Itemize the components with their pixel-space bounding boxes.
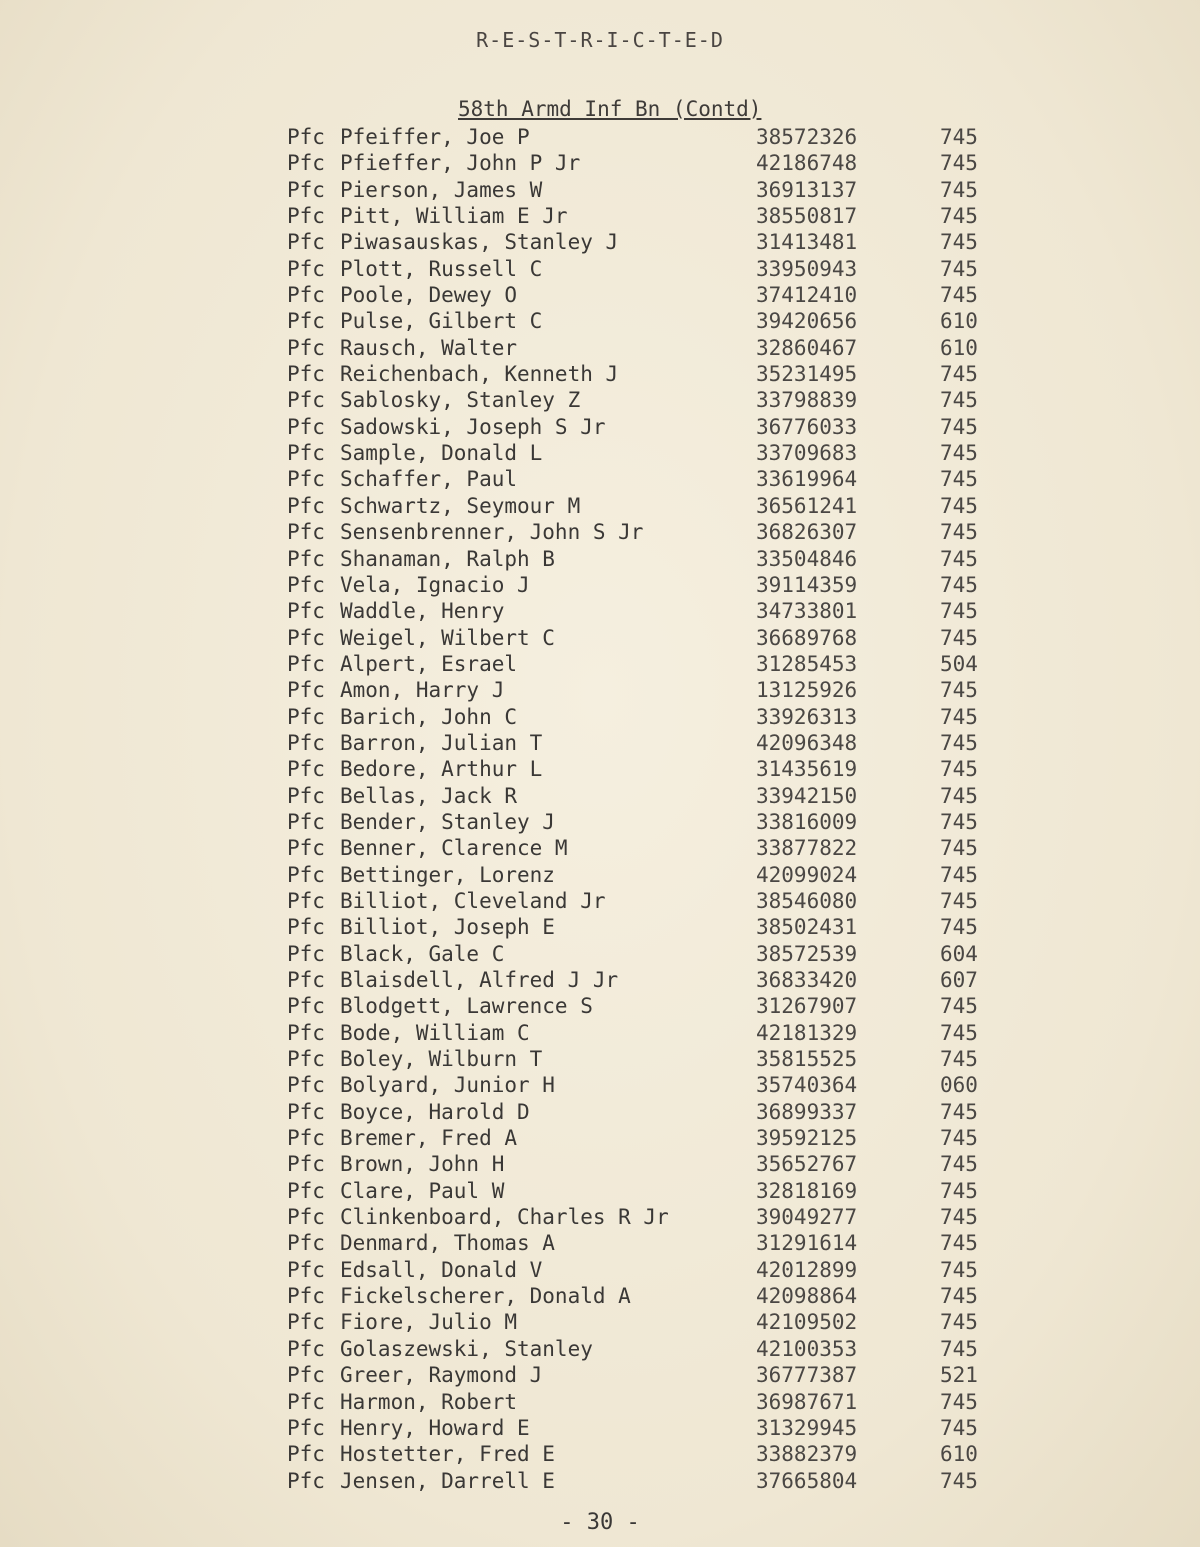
name-cell: Bettinger, Lorenz [340,862,555,887]
roster-row [0,1020,1200,1046]
roster-row [0,256,1200,282]
serial-number-cell: 38572326 [756,125,858,149]
rank-cell: Pfc [287,1310,325,1335]
serial-number-cell: 42181329 [756,1020,858,1045]
serial-number-cell: 36689768 [756,625,858,650]
serial-number-cell: 13125926 [756,678,858,703]
name-cell: Sensenbrenner, John S Jr [340,520,644,545]
name-cell: Clinkenboard, Charles R Jr [340,1205,669,1230]
name-cell: Alpert, Esrael [340,651,518,676]
roster-row [0,1362,1200,1388]
rank-cell: Pfc [287,256,325,281]
name-cell: Hostetter, Fred E [340,1442,555,1467]
rank-cell: Pfc [287,704,325,729]
roster-row [0,387,1200,413]
page-number: - 30 - [560,1510,640,1535]
roster-row [0,150,1200,176]
code-cell: 745 [940,994,978,1019]
serial-number-cell: 34733801 [756,599,858,624]
name-cell: Billiot, Joseph E [340,915,555,940]
roster-row [0,572,1200,598]
name-cell: Plott, Russell C [340,256,543,281]
roster-row [0,1125,1200,1151]
serial-number-cell: 36899337 [756,1099,858,1124]
roster-row [0,177,1200,203]
serial-number-cell: 37665804 [756,1468,858,1493]
name-cell: Bedore, Arthur L [340,757,543,782]
code-cell: 745 [940,546,978,571]
code-cell: 745 [940,783,978,808]
code-cell: 745 [940,283,978,308]
roster-row [0,835,1200,861]
roster-row [0,203,1200,229]
name-cell: Pulse, Gilbert C [340,309,543,334]
code-cell: 745 [940,1126,978,1151]
serial-number-cell: 36913137 [756,177,858,202]
code-cell: 504 [940,651,978,676]
name-cell: Sample, Donald L [340,441,543,466]
rank-cell: Pfc [287,125,325,149]
name-cell: Edsall, Donald V [340,1257,543,1282]
code-cell: 745 [940,362,978,387]
roster-row [0,809,1200,835]
name-cell: Piwasauskas, Stanley J [340,230,619,255]
roster-row [0,361,1200,387]
name-cell: Boley, Wilburn T [340,1047,543,1072]
code-cell: 745 [940,414,978,439]
serial-number-cell: 32860467 [756,335,858,360]
code-cell: 745 [940,1257,978,1282]
code-cell: 745 [940,599,978,624]
name-cell: Rausch, Walter [340,335,518,360]
rank-cell: Pfc [287,362,325,387]
name-cell: Pierson, James W [340,177,543,202]
rank-cell: Pfc [287,335,325,360]
rank-cell: Pfc [287,1415,325,1440]
rank-cell: Pfc [287,467,325,492]
code-cell: 745 [940,1336,978,1361]
serial-number-cell: 36561241 [756,493,858,518]
roster-row [0,967,1200,993]
name-cell: Waddle, Henry [340,599,505,624]
roster-row [0,466,1200,492]
rank-cell: Pfc [287,177,325,202]
roster-row [0,756,1200,782]
code-cell: 745 [940,1389,978,1414]
serial-number-cell: 39592125 [756,1126,858,1151]
name-cell: Jensen, Darrell E [340,1468,555,1493]
roster-row [0,1283,1200,1309]
name-cell: Barich, John C [340,704,518,729]
rank-cell: Pfc [287,546,325,571]
roster-row [0,1099,1200,1125]
name-cell: Poole, Dewey O [340,283,518,308]
code-cell: 610 [940,1442,978,1467]
code-cell: 745 [940,520,978,545]
name-cell: Pfeiffer, Joe P [340,125,530,149]
classification-header: R-E-S-T-R-I-C-T-E-D [476,28,724,52]
serial-number-cell: 31329945 [756,1415,858,1440]
rank-cell: Pfc [287,836,325,861]
rank-cell: Pfc [287,625,325,650]
roster-row [0,229,1200,255]
rank-cell: Pfc [287,651,325,676]
code-cell: 745 [940,704,978,729]
serial-number-cell: 33877822 [756,836,858,861]
roster-row [0,783,1200,809]
rank-cell: Pfc [287,1442,325,1467]
name-cell: Bolyard, Junior H [340,1073,555,1098]
serial-number-cell: 31267907 [756,994,858,1019]
rank-cell: Pfc [287,151,325,176]
code-cell: 521 [940,1363,978,1388]
serial-number-cell: 31413481 [756,230,858,255]
code-cell: 745 [940,1020,978,1045]
name-cell: Bellas, Jack R [340,783,518,808]
roster-row [0,440,1200,466]
serial-number-cell: 39114359 [756,572,858,597]
code-cell: 745 [940,625,978,650]
serial-number-cell: 33882379 [756,1442,858,1467]
name-cell: Weigel, Wilbert C [340,625,555,650]
serial-number-cell: 36777387 [756,1363,858,1388]
code-cell: 745 [940,1310,978,1335]
roster-row [0,677,1200,703]
serial-number-cell: 35815525 [756,1047,858,1072]
name-cell: Amon, Harry J [340,678,505,703]
serial-number-cell: 36776033 [756,414,858,439]
serial-number-cell: 42096348 [756,730,858,755]
roster-row [0,414,1200,440]
name-cell: Schaffer, Paul [340,467,518,492]
roster-row [0,1309,1200,1335]
roster-row [0,519,1200,545]
roster-row [0,1389,1200,1415]
code-cell: 745 [940,572,978,597]
code-cell: 745 [940,1205,978,1230]
name-cell: Pfieffer, John P Jr [340,151,581,176]
rank-cell: Pfc [287,520,325,545]
serial-number-cell: 31291614 [756,1231,858,1256]
code-cell: 745 [940,125,978,149]
code-cell: 610 [940,309,978,334]
serial-number-cell: 38502431 [756,915,858,940]
rank-cell: Pfc [287,1389,325,1414]
serial-number-cell: 38572539 [756,941,858,966]
code-cell: 610 [940,335,978,360]
rank-cell: Pfc [287,493,325,518]
roster-row [0,914,1200,940]
roster-row [0,1336,1200,1362]
code-cell: 745 [940,809,978,834]
name-cell: Denmard, Thomas A [340,1231,555,1256]
roster-row [0,1468,1200,1494]
roster-row [0,941,1200,967]
serial-number-cell: 42100353 [756,1336,858,1361]
code-cell: 745 [940,862,978,887]
name-cell: Sablosky, Stanley Z [340,388,581,413]
name-cell: Bremer, Fred A [340,1126,518,1151]
name-cell: Greer, Raymond J [340,1363,543,1388]
serial-number-cell: 33926313 [756,704,858,729]
name-cell: Benner, Clarence M [340,836,568,861]
rank-cell: Pfc [287,1073,325,1098]
rank-cell: Pfc [287,862,325,887]
serial-number-cell: 37412410 [756,283,858,308]
roster-row [0,1204,1200,1230]
rank-cell: Pfc [287,968,325,992]
serial-number-cell: 33709683 [756,441,858,466]
name-cell: Billiot, Cleveland Jr [340,888,606,913]
serial-number-cell: 36987671 [756,1389,858,1414]
serial-number-cell: 42012899 [756,1257,858,1282]
serial-number-cell: 39420656 [756,309,858,334]
code-cell: 745 [940,1099,978,1124]
code-cell: 607 [940,968,978,992]
code-cell: 745 [940,1047,978,1072]
code-cell: 745 [940,177,978,202]
code-cell: 604 [940,941,978,966]
name-cell: Golaszewski, Stanley [340,1336,593,1361]
name-cell: Harmon, Robert [340,1389,518,1414]
serial-number-cell: 31285453 [756,651,858,676]
serial-number-cell: 33504846 [756,546,858,571]
roster-row [0,1230,1200,1256]
name-cell: Brown, John H [340,1152,505,1177]
code-cell: 745 [940,730,978,755]
rank-cell: Pfc [287,678,325,703]
rank-cell: Pfc [287,1363,325,1388]
rank-cell: Pfc [287,283,325,308]
name-cell: Fickelscherer, Donald A [340,1284,631,1309]
serial-number-cell: 33942150 [756,783,858,808]
rank-cell: Pfc [287,1178,325,1203]
rank-cell: Pfc [287,1205,325,1230]
roster-row [0,1415,1200,1441]
code-cell: 745 [940,888,978,913]
roster-row [0,598,1200,624]
serial-number-cell: 32818169 [756,1178,858,1203]
code-cell: 745 [940,441,978,466]
code-cell: 745 [940,204,978,229]
serial-number-cell: 36833420 [756,968,858,992]
code-cell: 745 [940,1468,978,1493]
rank-cell: Pfc [287,730,325,755]
name-cell: Schwartz, Seymour M [340,493,581,518]
serial-number-cell: 31435619 [756,757,858,782]
name-cell: Bode, William C [340,1020,530,1045]
rank-cell: Pfc [287,809,325,834]
roster-row [0,493,1200,519]
code-cell: 745 [940,1231,978,1256]
roster-row [0,308,1200,334]
name-cell: Barron, Julian T [340,730,543,755]
rank-cell: Pfc [287,1047,325,1072]
code-cell: 745 [940,1415,978,1440]
roster-list [0,124,1200,1494]
roster-row [0,888,1200,914]
code-cell: 745 [940,1152,978,1177]
name-cell: Bender, Stanley J [340,809,555,834]
rank-cell: Pfc [287,309,325,334]
name-cell: Reichenbach, Kenneth J [340,362,619,387]
code-cell: 745 [940,836,978,861]
code-cell: 745 [940,915,978,940]
roster-row [0,862,1200,888]
rank-cell: Pfc [287,1468,325,1493]
rank-cell: Pfc [287,1126,325,1151]
rank-cell: Pfc [287,1257,325,1282]
serial-number-cell: 35740364 [756,1073,858,1098]
name-cell: Vela, Ignacio J [340,572,530,597]
rank-cell: Pfc [287,388,325,413]
roster-row [0,546,1200,572]
rank-cell: Pfc [287,599,325,624]
rank-cell: Pfc [287,414,325,439]
roster-row [0,1441,1200,1467]
serial-number-cell: 35652767 [756,1152,858,1177]
serial-number-cell: 36826307 [756,520,858,545]
serial-number-cell: 39049277 [756,1205,858,1230]
serial-number-cell: 42099024 [756,862,858,887]
name-cell: Boyce, Harold D [340,1099,530,1124]
code-cell: 745 [940,1178,978,1203]
name-cell: Clare, Paul W [340,1178,505,1203]
roster-row [0,282,1200,308]
serial-number-cell: 35231495 [756,362,858,387]
rank-cell: Pfc [287,783,325,808]
name-cell: Henry, Howard E [340,1415,530,1440]
serial-number-cell: 33950943 [756,256,858,281]
serial-number-cell: 33816009 [756,809,858,834]
rank-cell: Pfc [287,441,325,466]
code-cell: 745 [940,1284,978,1309]
roster-row [0,1257,1200,1283]
rank-cell: Pfc [287,1099,325,1124]
roster-row [0,704,1200,730]
name-cell: Black, Gale C [340,941,505,966]
serial-number-cell: 42098864 [756,1284,858,1309]
code-cell: 745 [940,230,978,255]
roster-row [0,651,1200,677]
serial-number-cell: 42109502 [756,1310,858,1335]
code-cell: 745 [940,678,978,703]
rank-cell: Pfc [287,915,325,940]
rank-cell: Pfc [287,757,325,782]
name-cell: Fiore, Julio M [340,1310,518,1335]
roster-row [0,730,1200,756]
rank-cell: Pfc [287,1020,325,1045]
rank-cell: Pfc [287,1231,325,1256]
roster-row [0,1046,1200,1072]
roster-row [0,124,1200,150]
roster-row [0,335,1200,361]
roster-row [0,1072,1200,1098]
roster-row [0,1178,1200,1204]
roster-row [0,993,1200,1019]
code-cell: 745 [940,151,978,176]
rank-cell: Pfc [287,941,325,966]
serial-number-cell: 33798839 [756,388,858,413]
rank-cell: Pfc [287,1284,325,1309]
rank-cell: Pfc [287,572,325,597]
name-cell: Pitt, William E Jr [340,204,568,229]
roster-row [0,625,1200,651]
code-cell: 060 [940,1073,978,1098]
serial-number-cell: 42186748 [756,151,858,176]
serial-number-cell: 38550817 [756,204,858,229]
rank-cell: Pfc [287,994,325,1019]
roster-row [0,1151,1200,1177]
rank-cell: Pfc [287,204,325,229]
name-cell: Blodgett, Lawrence S [340,994,593,1019]
name-cell: Shanaman, Ralph B [340,546,555,571]
serial-number-cell: 38546080 [756,888,858,913]
serial-number-cell: 33619964 [756,467,858,492]
rank-cell: Pfc [287,888,325,913]
name-cell: Blaisdell, Alfred J Jr [340,968,619,992]
rank-cell: Pfc [287,230,325,255]
rank-cell: Pfc [287,1336,325,1361]
code-cell: 745 [940,256,978,281]
code-cell: 745 [940,757,978,782]
code-cell: 745 [940,493,978,518]
code-cell: 745 [940,467,978,492]
code-cell: 745 [940,388,978,413]
unit-title: 58th Armd Inf Bn (Contd) [458,97,762,121]
rank-cell: Pfc [287,1152,325,1177]
name-cell: Sadowski, Joseph S Jr [340,414,606,439]
